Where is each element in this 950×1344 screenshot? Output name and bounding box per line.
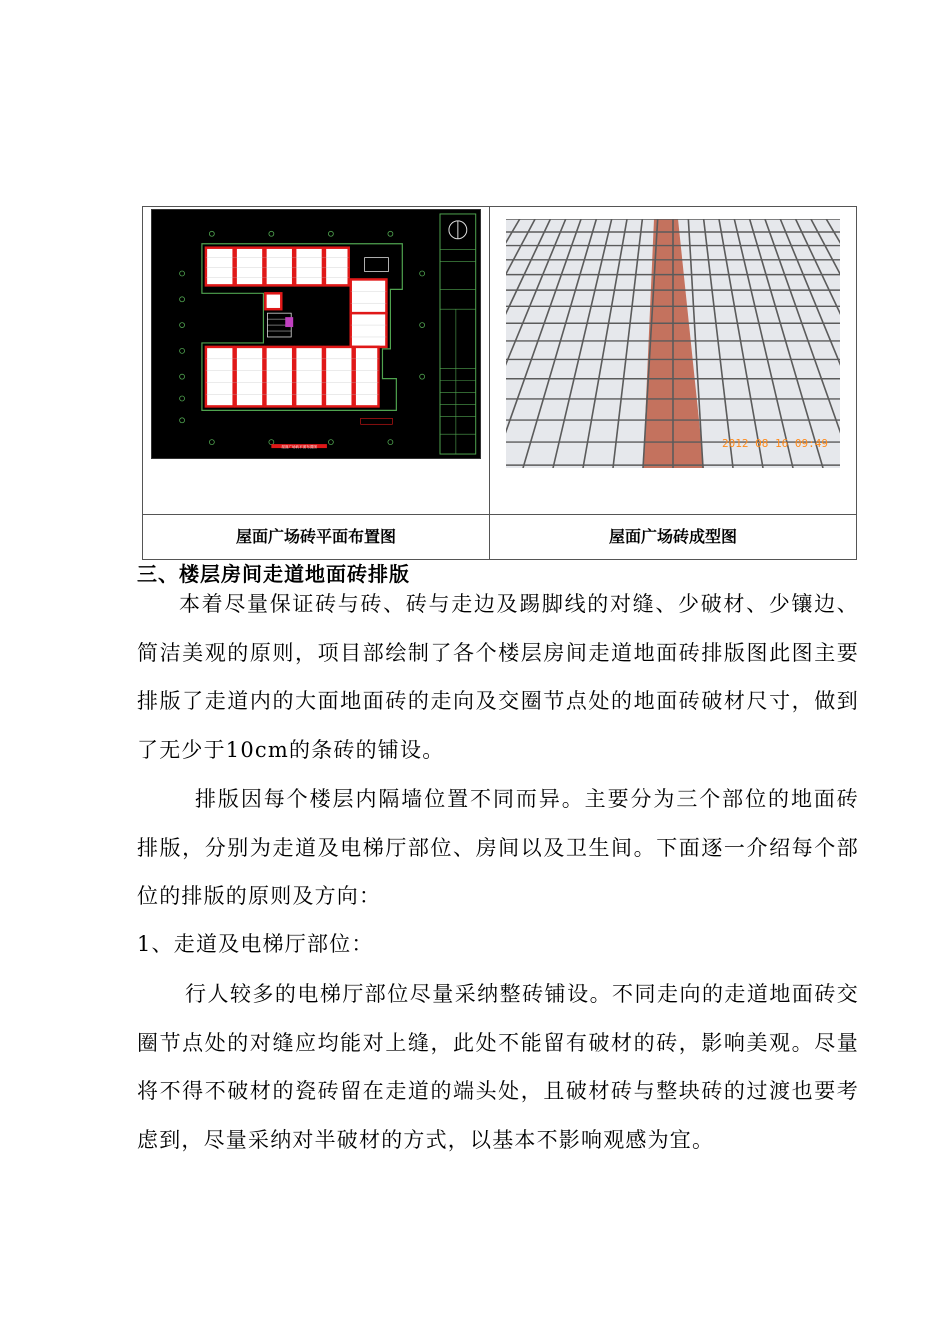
- caption-floor-plan: 屋面广场砖平面布置图: [235, 527, 396, 546]
- paragraph-1: 本着尽量保证砖与砖、砖与走边及踢脚线的对缝、少破材、少镶边、简洁美观的原则，项目部绘制了各个楼层房间走道地面砖排版图此图主要排版了走道内的大面地面砖的走向及交圈节点处的地面砖破材尺寸，做到了无少于10cm的条砖的铺设。: [137, 592, 859, 762]
- cad-title-text: 屋面广场砖平面布置图: [281, 445, 317, 450]
- section-heading: 三、楼层房间走道地面砖排版: [137, 562, 410, 586]
- cad-floor-plan-image: [151, 209, 481, 459]
- tile-floor-photo: [506, 219, 840, 468]
- caption-tile-result: 屋面广场砖成型图: [608, 527, 737, 546]
- paragraph-3: 行人较多的电梯厅部位尽量采纳整砖铺设。不同走向的走道地面砖交圈节点处的对缝应均能对上缝，此处不能留有破材的砖，影响美观。尽量将不得不破材的瓷砖留在走道的端头处，且破材砖与整块砖的过渡也要考虑到，尽量采纳对半破材的方式，以基本不影响观感为宜。: [137, 982, 859, 1152]
- figure-table: [142, 206, 857, 560]
- paragraph-2: 排版因每个楼层内隔墙位置不同而异。主要分为三个部位的地面砖排版，分别为走道及电梯厅部位、房间以及卫生间。下面逐一介绍每个部位的排版的原则及方向：: [137, 787, 859, 908]
- photo-timestamp: 2012 08 16 09:49: [722, 437, 828, 450]
- table-divider-vertical: [489, 207, 490, 559]
- subheading-corridor: 1、走道及电梯厅部位：: [137, 932, 374, 956]
